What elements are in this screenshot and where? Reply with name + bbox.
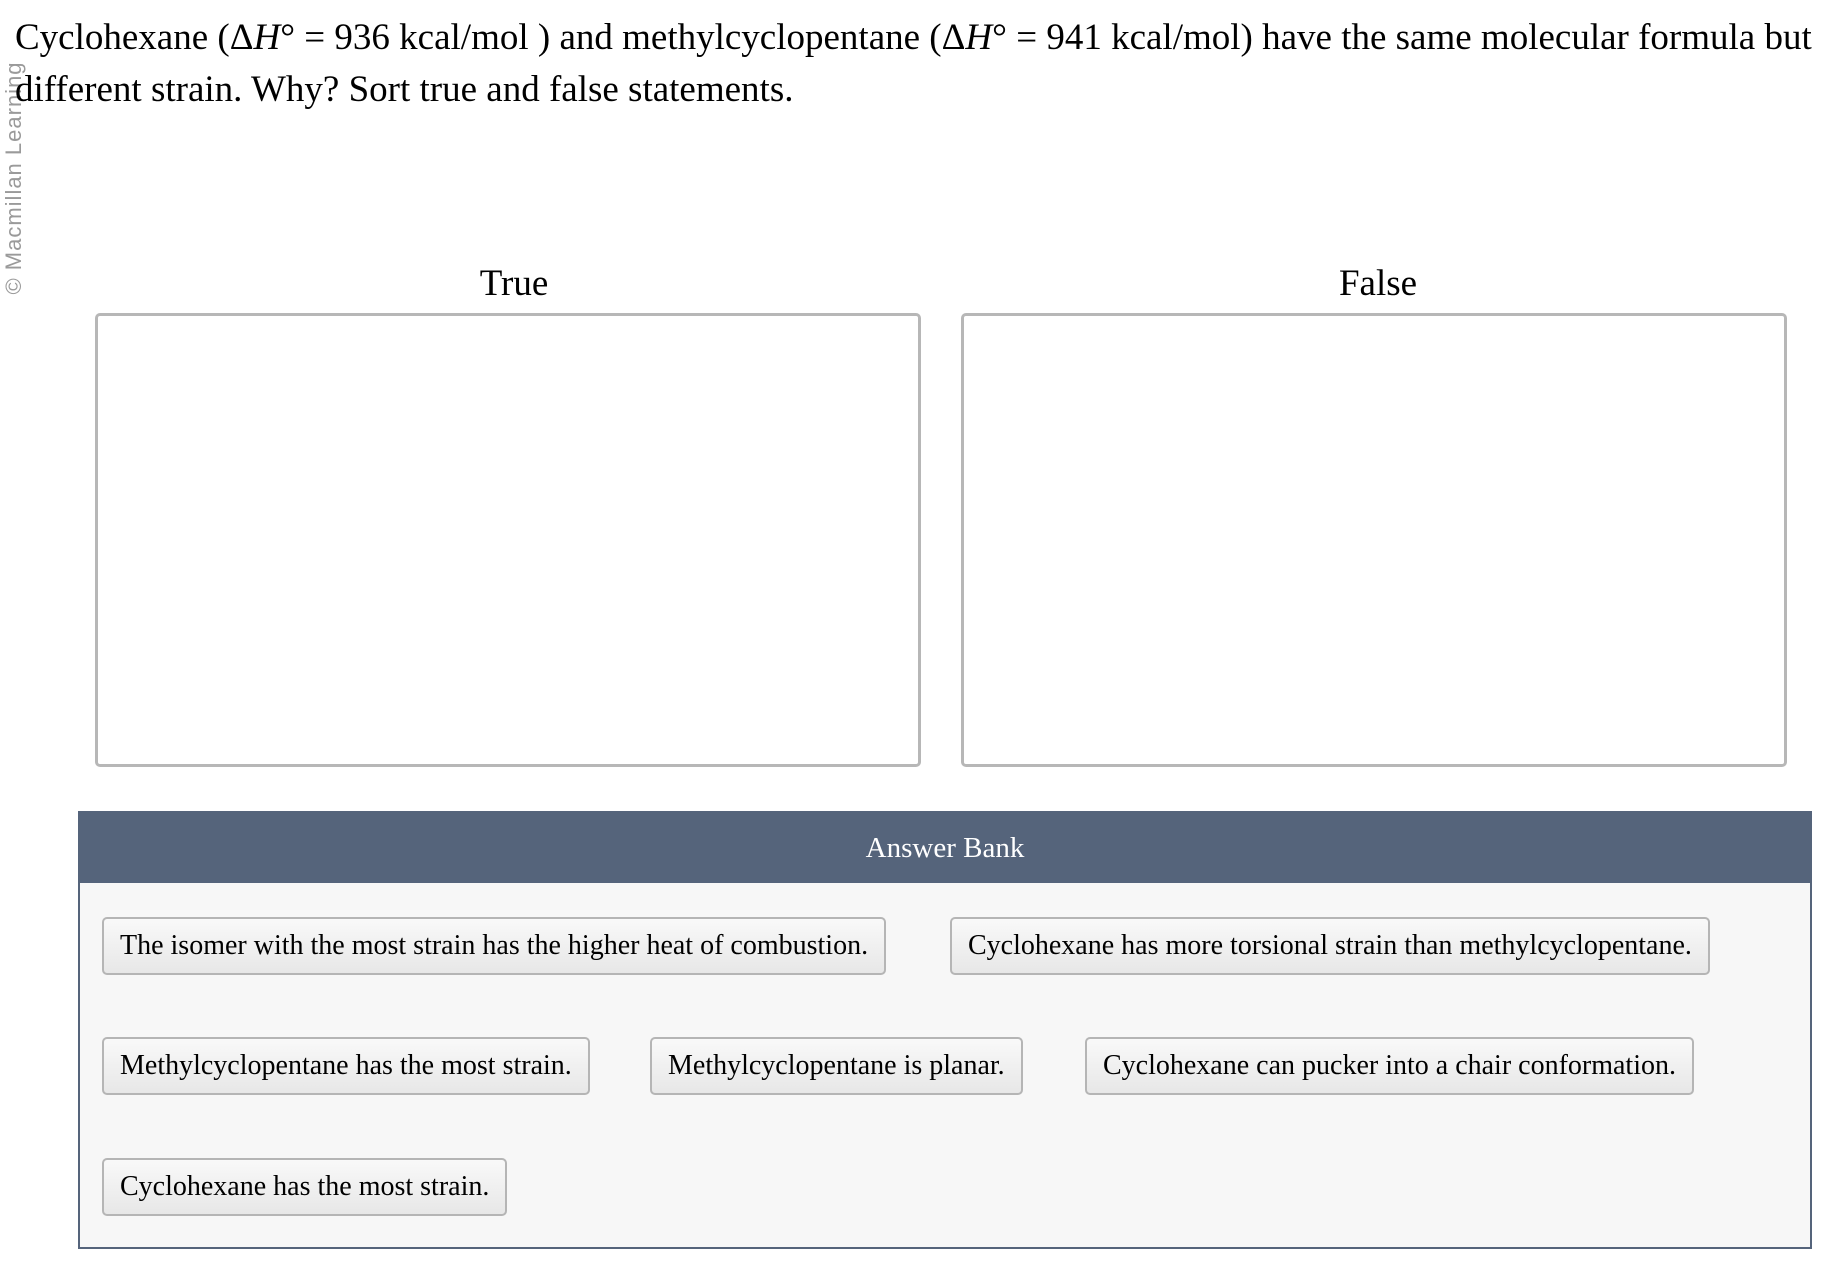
true-drop-zone[interactable] bbox=[95, 313, 921, 767]
true-column-title: True bbox=[479, 263, 549, 304]
false-column-title: False bbox=[1338, 263, 1418, 304]
enthalpy-symbol-2: H bbox=[965, 17, 993, 58]
question-text-part-2: ° = 936 kcal/mol ) and methylcyclopentane (Δ bbox=[280, 17, 966, 58]
answer-chip-methylcyclopentane-planar[interactable]: Methylcyclopentane is planar. bbox=[650, 1037, 1023, 1095]
question-text-part-3: ° = 941 kcal/mol) have the same molecular formula but different strain. Why? Sort true and false statements. bbox=[15, 17, 1812, 110]
answer-chip-methylcyclopentane-most-strain[interactable]: Methylcyclopentane has the most strain. bbox=[102, 1037, 590, 1095]
enthalpy-symbol-1: H bbox=[253, 17, 281, 58]
false-drop-zone[interactable] bbox=[961, 313, 1787, 767]
answer-chip-chair-conformation[interactable]: Cyclohexane can pucker into a chair conformation. bbox=[1085, 1037, 1694, 1095]
answer-chip-torsional-strain[interactable]: Cyclohexane has more torsional strain than methylcyclopentane. bbox=[950, 917, 1710, 975]
answer-bank[interactable] bbox=[78, 811, 1812, 1249]
question-text-part-1: Cyclohexane (Δ bbox=[15, 17, 254, 58]
answer-chip-heat-of-combustion[interactable]: The isomer with the most strain has the higher heat of combustion. bbox=[102, 917, 886, 975]
answer-bank-header: Answer Bank bbox=[80, 813, 1810, 883]
question-prompt bbox=[15, 12, 1825, 116]
watermark-text: © Macmillan Learning bbox=[1, 61, 26, 295]
answer-chip-cyclohexane-most-strain[interactable]: Cyclohexane has the most strain. bbox=[102, 1158, 507, 1216]
